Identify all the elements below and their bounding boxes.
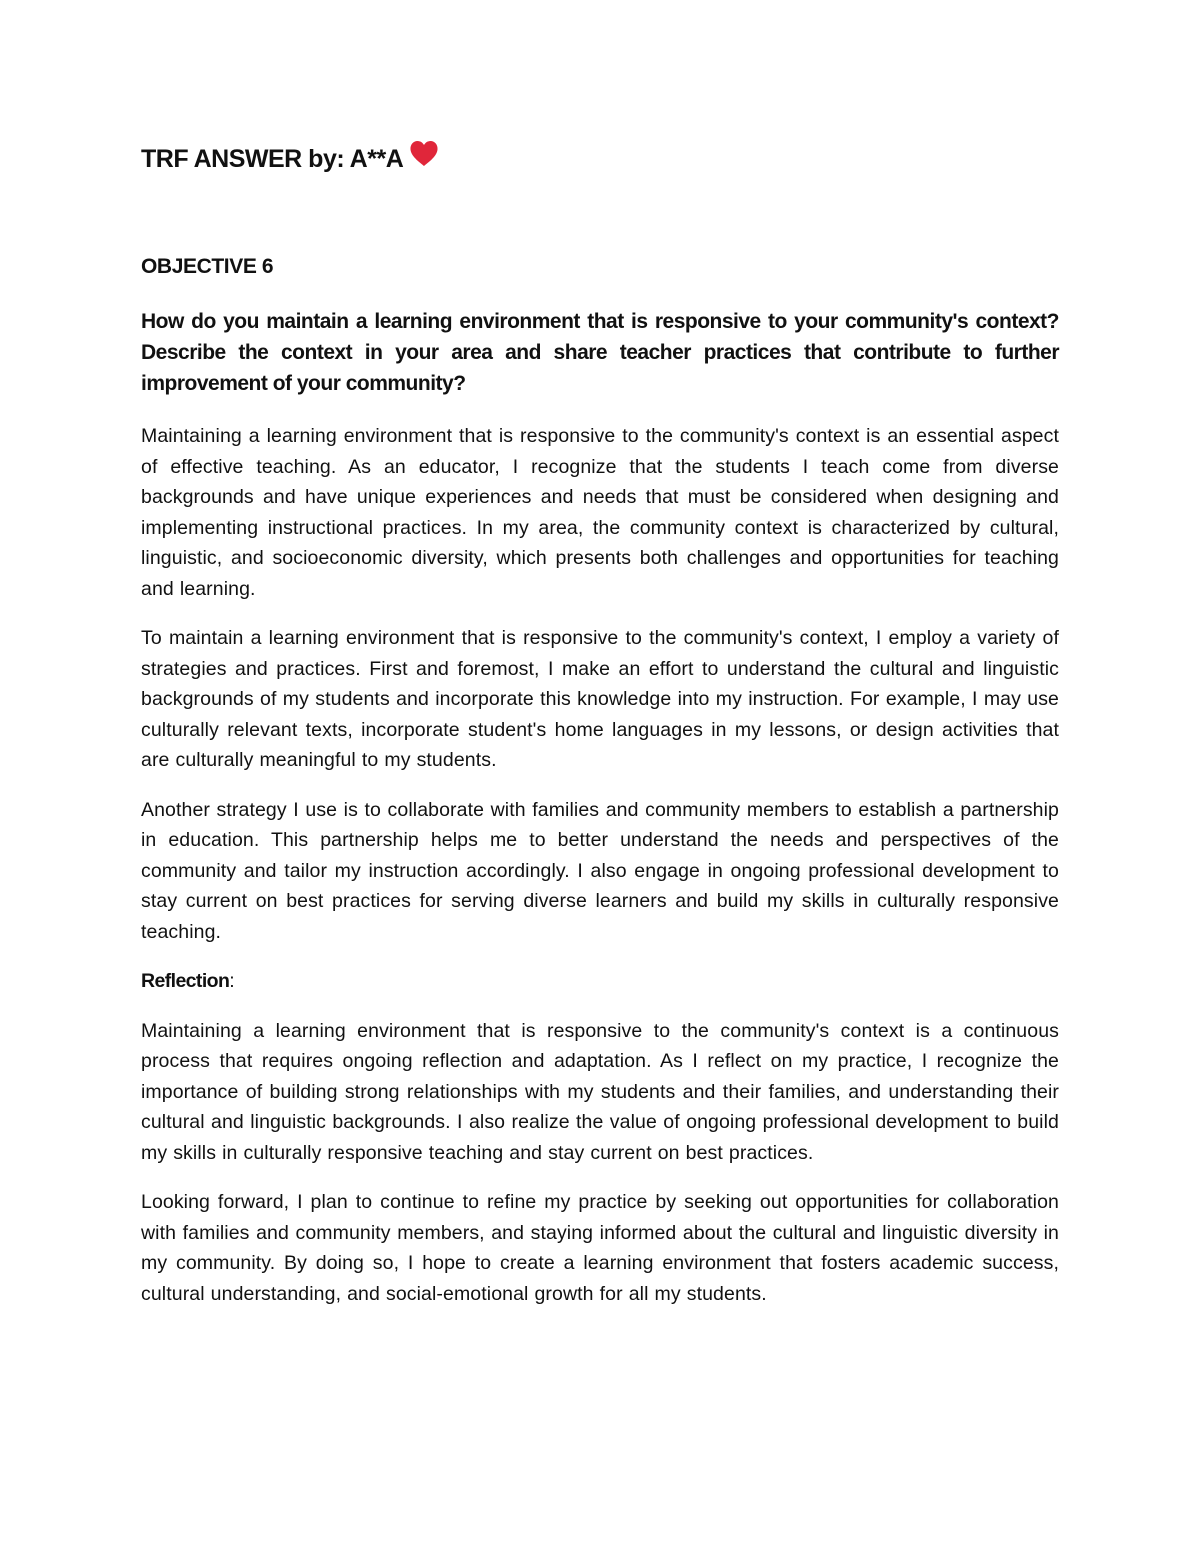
document-title (141, 141, 439, 179)
answer-body (141, 421, 1059, 1328)
heart-icon (409, 140, 439, 177)
reflection-colon: : (229, 970, 235, 992)
reflection-heading (141, 966, 1059, 997)
objective-heading: OBJECTIVE 6 (141, 255, 274, 278)
question-text: How do you maintain a learning environment that is responsive to your community's context? Describe the context in your area and share teacher practices that contribute to further improvement of your community? (141, 310, 1059, 395)
answer-paragraph: Maintaining a learning environment that is responsive to the community's context is an essential aspect of effective teaching. As an educator, I recognize that the students I teach come from diverse backgrounds and have unique experiences and needs that must be considered when designing and implementing instructional practices. In my area, the community context is characterized by cultural, linguistic, and socioeconomic diversity, which presents both challenges and opportunities for teaching and learning. (141, 425, 1059, 600)
reflection-paragraph: Looking forward, I plan to continue to refine my practice by seeking out opportunities for collaboration with families and community members, and staying informed about the cultural and linguistic diversity in my community. By doing so, I hope to create a learning environment that fosters academic success, cultural understanding, and social-emotional growth for all my students. (141, 1191, 1059, 1305)
answer-paragraph: Another strategy I use is to collaborate with families and community members to establish a partnership in education. This partnership helps me to better understand the needs and perspectives of the community and tailor my instruction accordingly. I also engage in ongoing professional development to stay current on best practices for serving diverse learners and build my skills in culturally responsive teaching. (141, 798, 1059, 943)
reflection-label: Reflection (141, 970, 230, 992)
reflection-paragraph: Maintaining a learning environment that is responsive to the community's context is a continuous process that requires ongoing reflection and adaptation. As I reflect on my practice, I recognize the importance of building strong relationships with my students and their families, and understanding their cultural and linguistic backgrounds. I also realize the value of ongoing professional development to build my skills in culturally responsive teaching and stay current on best practices. (141, 1019, 1059, 1164)
title-text: TRF ANSWER by: A**A (141, 145, 404, 173)
answer-paragraph: To maintain a learning environment that is responsive to the community's context, I employ a variety of strategies and practices. First and foremost, I make an effort to understand the cultural and linguistic backgrounds of my students and incorporate this knowledge into my instruction. For example, I may use culturally relevant texts, incorporate student's home languages in my lessons, or design activities that are culturally meaningful to my students. (141, 627, 1059, 771)
